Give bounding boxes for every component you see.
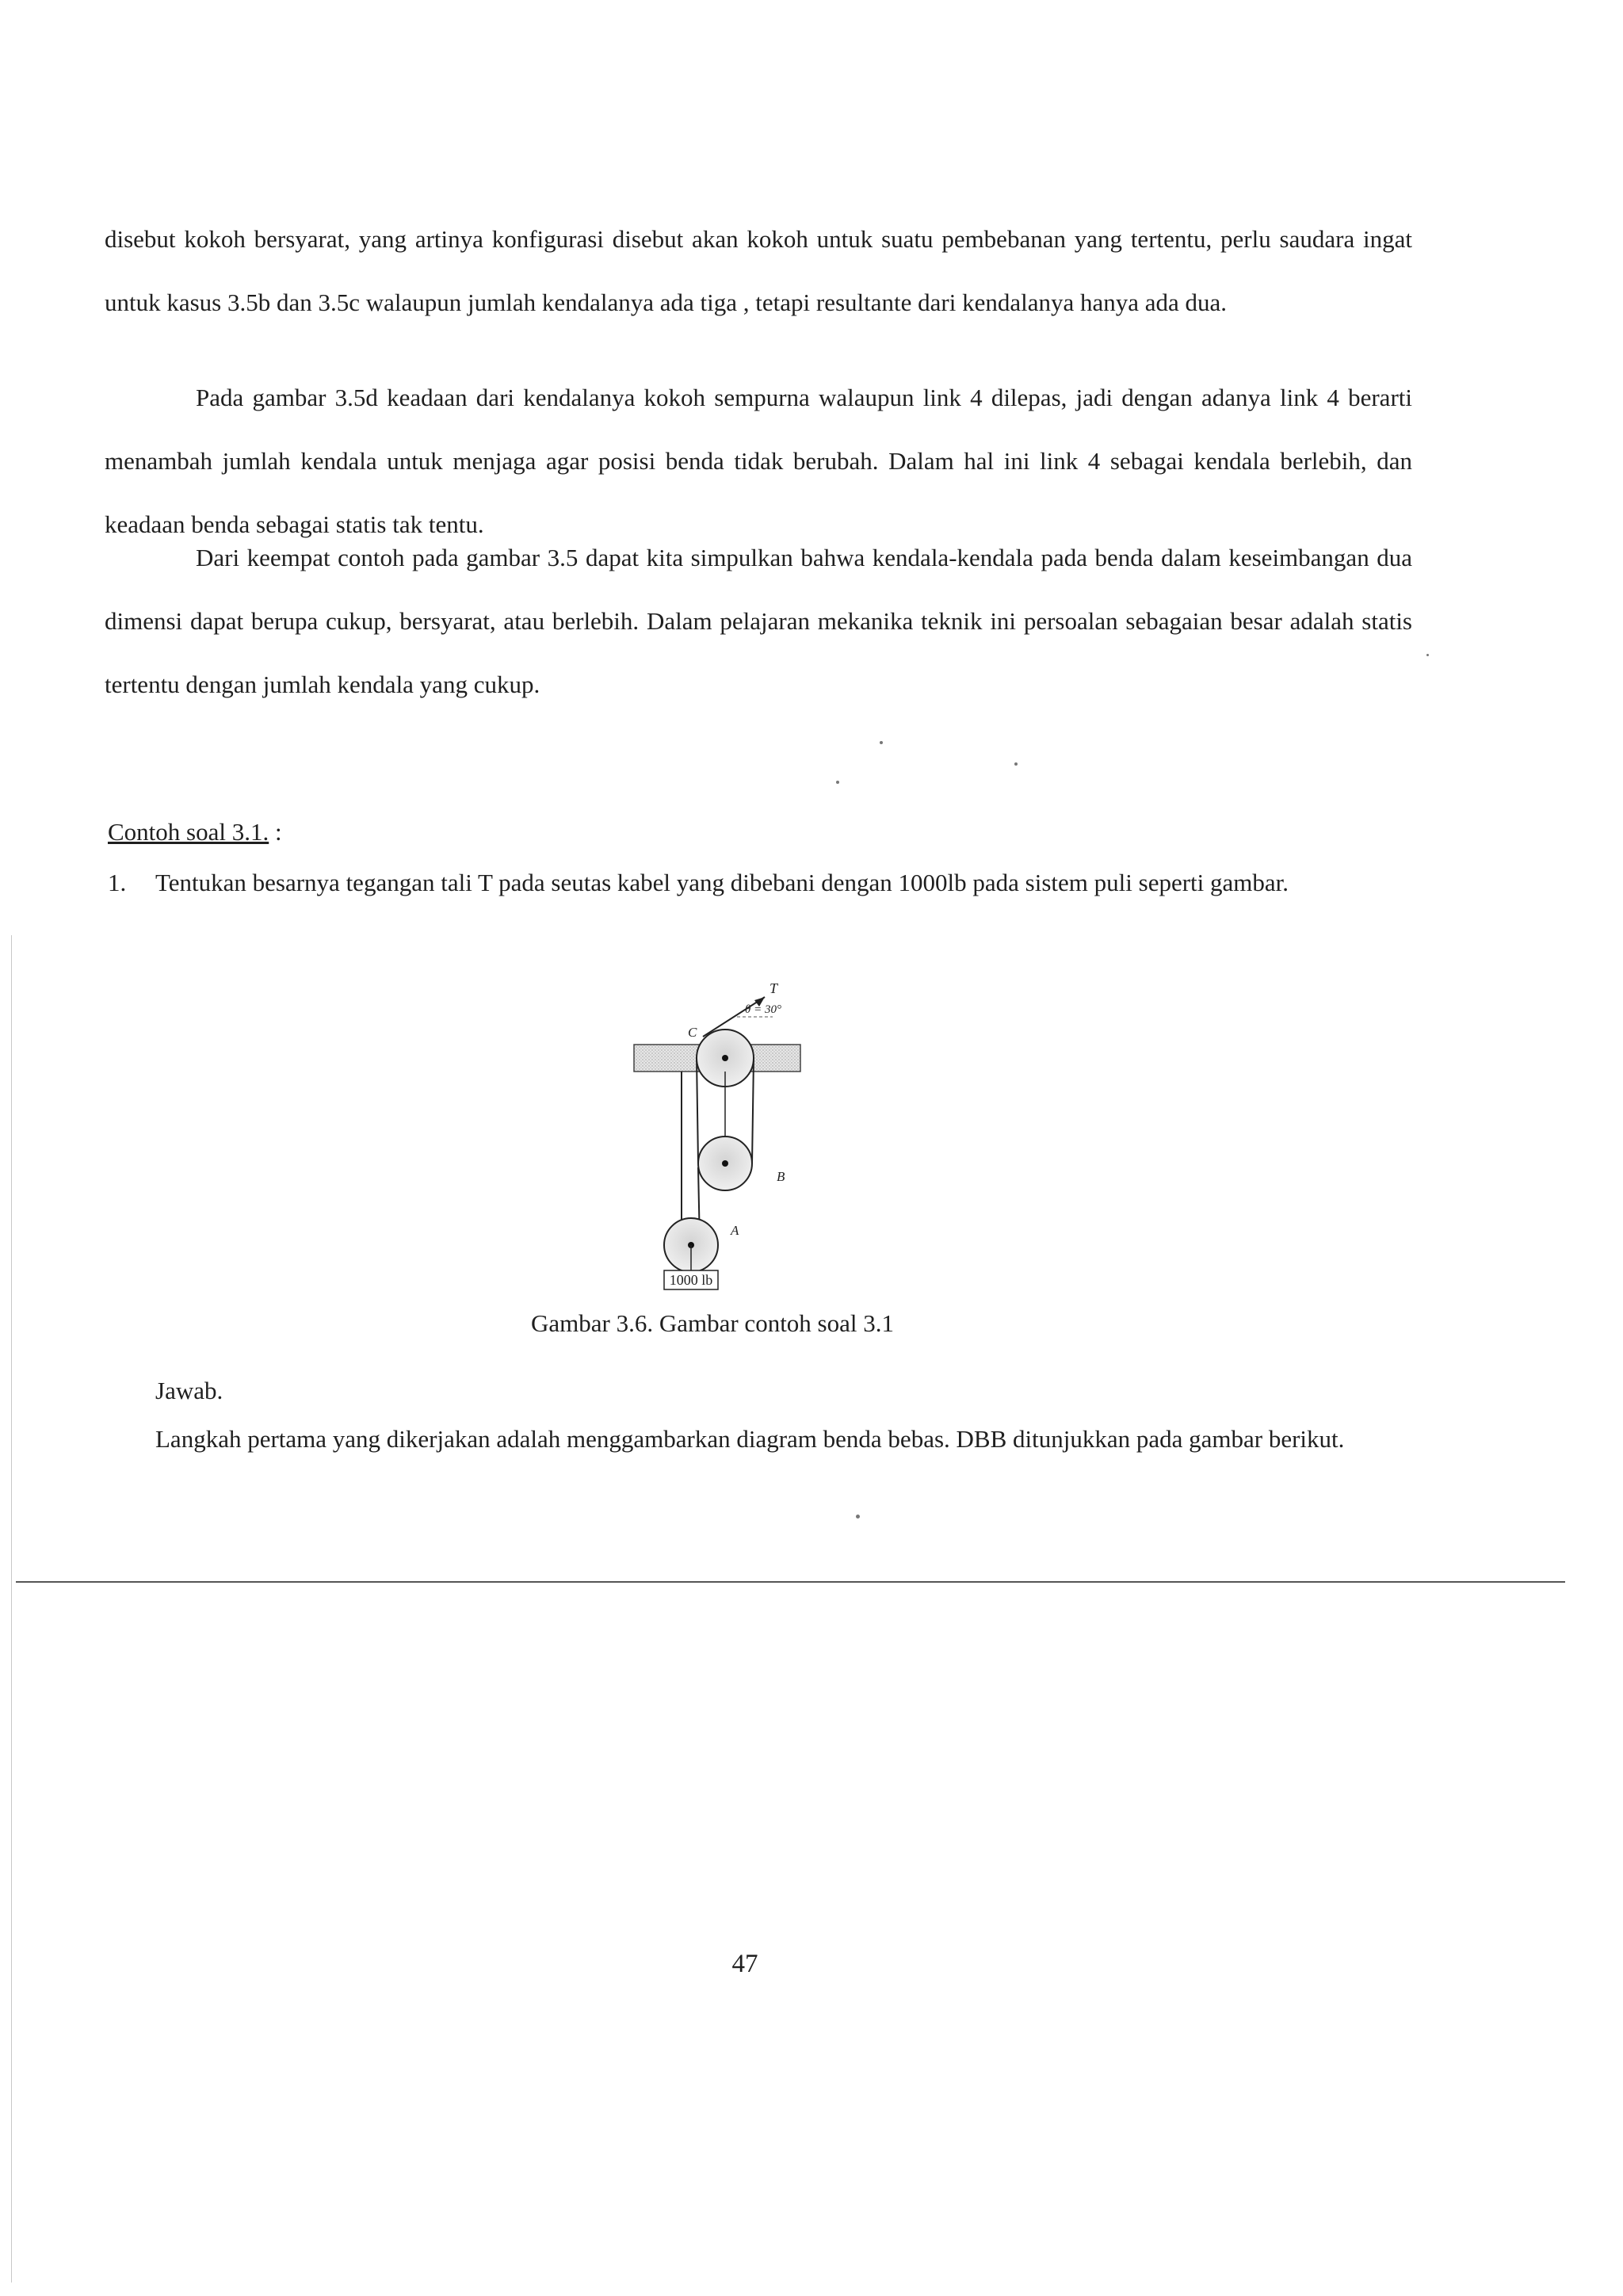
question-item [108, 854, 1415, 911]
paragraph-figure-3-5d: Pada gambar 3.5d keadaan dari kendalanya kokoh sempurna walaupun link 4 dilepas, jadi dengan adanya link 4 berarti menambah jumlah kendala untuk menjaga agar posisi benda tidak berubah. Dalam hal ini link 4 sebagai kendala berlebih, dan keadaan benda sebagai statis tak tentu. [105, 384, 1412, 538]
figure-caption: Gambar 3.6. Gambar contoh soal 3.1 [531, 1309, 894, 1337]
question-number: 1. [108, 869, 127, 896]
scan-speck [880, 741, 883, 744]
rope-c-b-left [697, 1058, 698, 1163]
rope-c-b-right [752, 1058, 754, 1163]
label-t: T [769, 980, 778, 996]
label-theta: θ = 30° [745, 1003, 781, 1016]
pulley-c-axle [722, 1055, 728, 1061]
page-divider [16, 1581, 1565, 1583]
label-b: B [777, 1169, 785, 1184]
example-heading [108, 808, 282, 856]
question-text: Tentukan besarnya tegangan tali T pada seutas kabel yang dibebani dengan 1000lb pada sistem puli seperti gambar. [155, 869, 1289, 896]
paragraph-continuation: disebut kokoh bersyarat, yang artinya konfigurasi disebut akan kokoh untuk suatu pembebanan yang tertentu, perlu saudara ingat untuk kasus 3.5b dan 3.5c walaupun jumlah kendalanya ada tiga , tetapi resultante dari kendalanya hanya ada dua. [105, 225, 1412, 316]
answer-label: Jawab. [155, 1377, 223, 1404]
example-heading-title: Contoh soal 3.1. [108, 818, 269, 846]
scan-speck [1014, 762, 1018, 766]
answer-text: Langkah pertama yang dikerjakan adalah menggambarkan diagram benda bebas. DBB ditunjukkan pada gambar berikut. [155, 1425, 1345, 1453]
scan-speck [1426, 654, 1429, 656]
pulley-b-axle [722, 1160, 728, 1167]
pulley-system-figure [626, 973, 824, 1290]
label-c: C [688, 1025, 697, 1040]
scan-edge-line [11, 935, 12, 2283]
scan-speck [856, 1515, 860, 1519]
paragraph-conclusion: Dari keempat contoh pada gambar 3.5 dapat kita simpulkan bahwa kendala-kendala pada benda dalam keseimbangan dua dimensi dapat berupa cukup, bersyarat, atau berlebih. Dalam pelajaran mekanika teknik ini persoalan sebagaian besar adalah statis tertentu dengan jumlah kendala yang cukup. [105, 544, 1412, 698]
page-number: 47 [731, 1950, 758, 1978]
label-a: A [731, 1223, 739, 1238]
scan-speck [836, 781, 839, 784]
example-heading-colon: : [269, 818, 282, 846]
load-label: 1000 lb [669, 1272, 713, 1288]
